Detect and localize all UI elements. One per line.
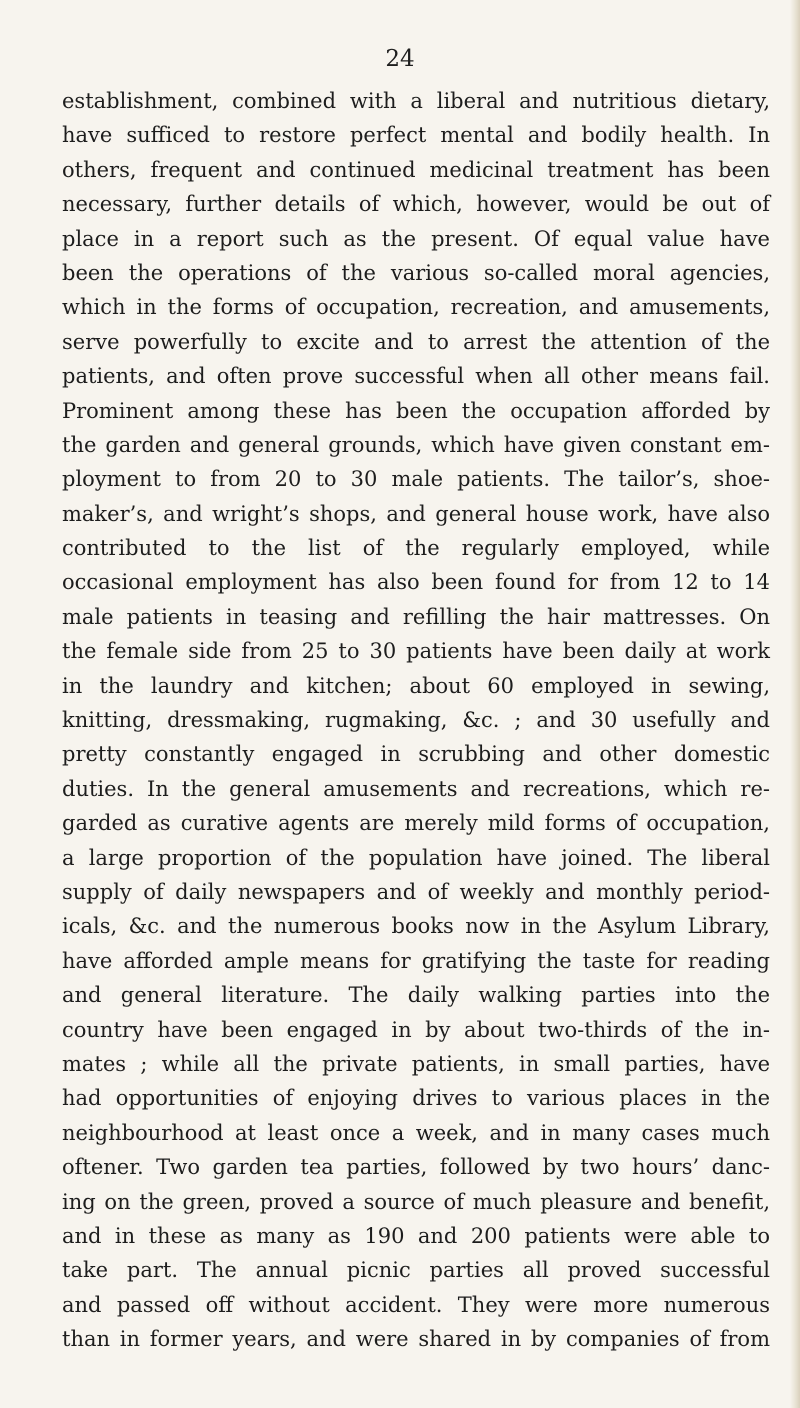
text-line: duties. In the general amusements and recreations, which re- [62,776,770,801]
text-line: place in a report such as the present. Of equal value have [62,226,770,251]
text-line: serve powerfully to excite and to arrest the attention of the [62,329,770,354]
text-line: ing on the green, proved a source of much pleasure and benefit, [62,1189,770,1214]
page-edge [790,0,800,1408]
text-line: which in the forms of occupation, recreation, and amusements, [62,295,770,320]
text-line: patients, and often prove successful when all other means fail. [62,364,770,389]
text-line: Prominent among these has been the occupation afforded by [62,398,770,423]
text-line: a large proportion of the population have joined. The liberal [62,845,770,870]
text-line: male patients in teasing and refilling the hair mattresses. On [62,604,770,629]
text-line: have sufficed to restore perfect mental and bodily health. In [62,123,770,148]
text-line: supply of daily newspapers and of weekly and monthly period- [62,879,770,904]
text-line: country have been engaged in by about two-thirds of the in- [62,1017,770,1042]
text-line: had opportunities of enjoying drives to various places in the [62,1086,770,1111]
text-line: take part. The annual picnic parties all proved successful [62,1258,770,1283]
text-line: oftener. Two garden tea parties, followed by two hours’ danc- [62,1155,770,1180]
text-line: establishment, combined with a liberal and nutritious dietary, [62,89,770,113]
text-line: been the operations of the various so-called moral agencies, [62,260,770,285]
text-line: maker’s, and wright’s shops, and general house work, have also [62,501,770,526]
text-line: the female side from 25 to 30 patients have been daily at work [62,639,770,664]
text-line: neighbourhood at least once a week, and in many cases much [62,1120,770,1145]
text-line: the garden and general grounds, which have given constant em- [62,432,770,457]
text-line: icals, &c. and the numerous books now in the Asylum Library, [62,914,770,939]
text-line: pretty constantly engaged in scrubbing and other domestic [62,742,770,767]
page-number: 24 [385,46,415,72]
text-line: in the laundry and kitchen; about 60 employed in sewing, [62,673,770,698]
text-line: necessary, further details of which, however, would be out of [62,192,770,217]
text-line: contributed to the list of the regularly employed, while [62,536,770,561]
text-line: knitting, dressmaking, rugmaking, &c. ; and 30 usefully and [62,708,770,733]
text-line: and in these as many as 190 and 200 patients were able to [62,1223,770,1248]
text-line: and general literature. The daily walking parties into the [62,983,770,1008]
text-line: others, frequent and continued medicinal treatment has been [62,157,770,182]
text-line: and passed off without accident. They were more numerous [62,1292,770,1317]
text-line: occasional employment has also been found for from 12 to 14 [62,570,770,595]
text-line: mates ; while all the private patients, in small parties, have [62,1051,770,1076]
text-line: garded as curative agents are merely mild forms of occupation, [62,811,770,836]
text-line: ployment to from 20 to 30 male patients. The tailor’s, shoe- [62,467,770,492]
text-line: than in former years, and were shared in by companies of from [62,1327,770,1352]
body-text [62,84,770,1356]
text-line: have afforded ample means for gratifying the taste for reading [62,948,770,973]
